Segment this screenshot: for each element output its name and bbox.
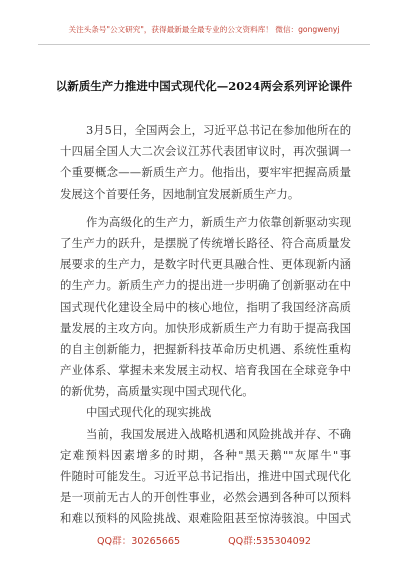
- header-divider: [38, 44, 370, 45]
- body-line: 的新优势，高质量实现中国式现代化。: [60, 384, 254, 399]
- section-heading: 中国式现代化的现实挑战: [86, 405, 212, 420]
- body-line: 发展这个首要任务，因地制宜发展新质生产力。: [60, 186, 300, 201]
- body-line: 量发展的主攻方向。加快形成新质生产力有助于提高我国: [60, 320, 351, 335]
- footer-qq-group-2: QQ群:535304092: [228, 536, 311, 547]
- body-line: 当前，我国发展进入战略机遇和风险挑战并存、不确: [86, 426, 351, 441]
- body-line: 了生产力的跃升，是摆脱了传统增长路径、符合高质量发: [60, 235, 351, 250]
- footer-contact: [0, 533, 408, 547]
- body-line: 定难预料因素增多的时期，各种"黑天鹅""灰犀牛"事: [60, 447, 351, 462]
- body-line: 产业体系、掌握未来发展主动权、培育我国在全球竞争中: [60, 363, 351, 378]
- document-title: 以新质生产力推进中国式现代化—2024两会系列评论课件: [55, 79, 353, 93]
- body-line: 的生产力。新质生产力的提出进一步明确了创新驱动在中: [60, 278, 351, 293]
- body-line: 是一项前无古人的开创性事业，必然会遇到各种可以预料: [60, 490, 351, 505]
- body-line: 件随时可能发生。习近平总书记指出，推进中国式现代化: [60, 469, 351, 483]
- body-line: 和难以预料的风险挑战、艰难险阻甚至惊涛骇浪。中国式: [60, 511, 351, 526]
- body-line: 国式现代化建设全局中的核心地位，指明了我国经济高质: [60, 299, 351, 314]
- body-line: 3月5日，全国两会上，习近平总书记在参加他所在的: [86, 123, 351, 137]
- footer-qq-group-1: QQ群：30265665: [97, 536, 181, 547]
- header-promo-note: 关注头条号"公文研究"，获得最新最全最专业的公文资料库！ 微信：gongwenyj: [68, 25, 340, 34]
- body-line: 作为高级化的生产力，新质生产力依靠创新驱动实现: [86, 214, 351, 229]
- document-body: [60, 120, 351, 530]
- body-line: 展要求的生产力，是数字时代更具融合性、更体现新内涵: [60, 257, 351, 272]
- body-line: 十四届全国人大二次会议江苏代表团审议时，再次强调一: [60, 144, 351, 159]
- body-line: 的自主创新能力，把握新科技革命历史机遇、系统性重构: [60, 341, 351, 356]
- body-line: 个重要概念——新质生产力。他指出，要牢牢把握高质量: [60, 165, 351, 180]
